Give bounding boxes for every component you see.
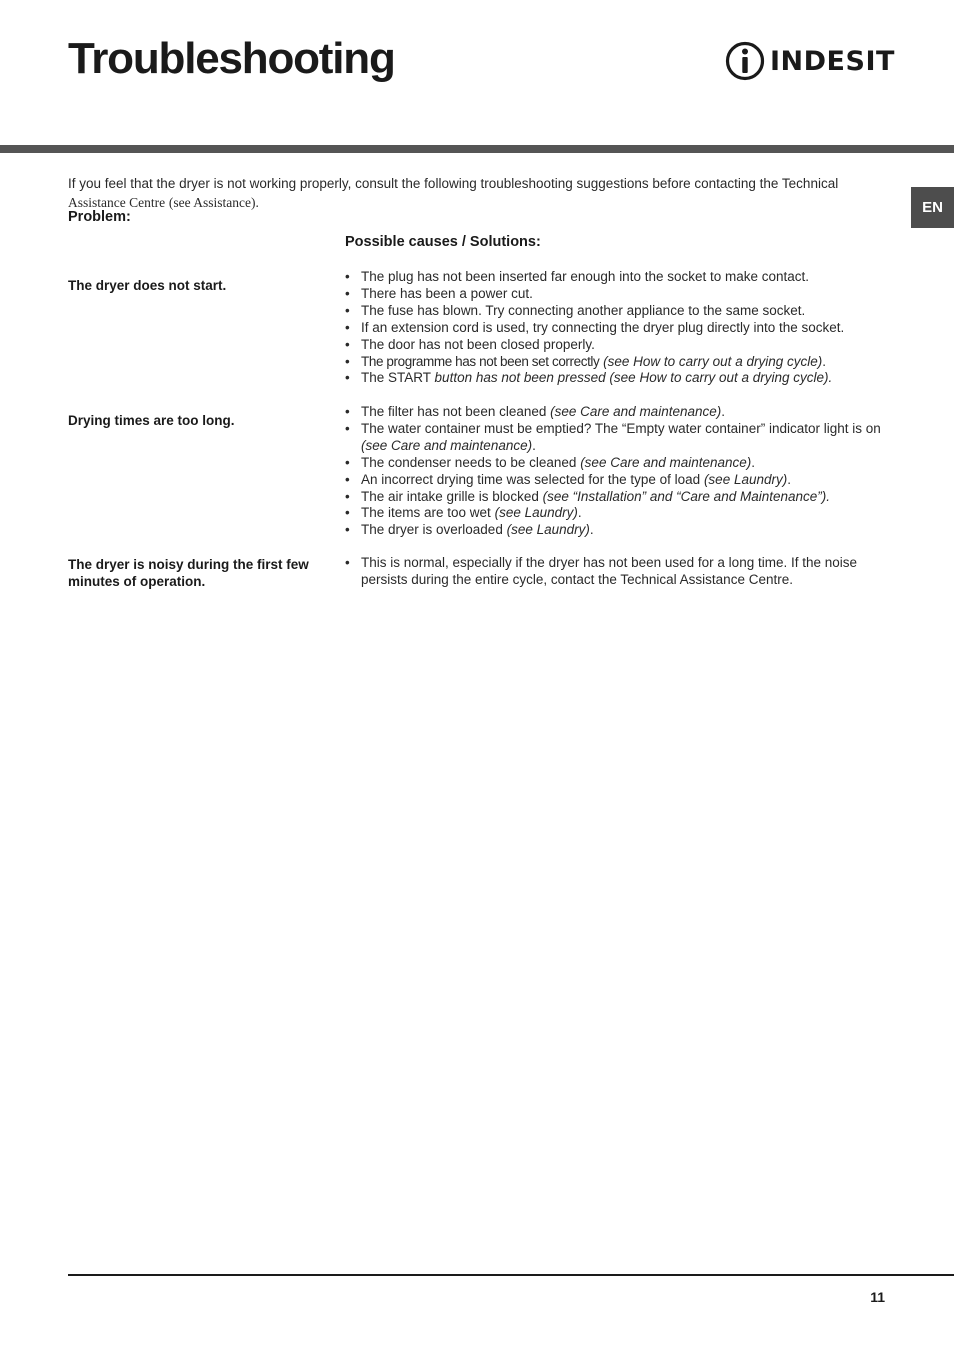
solution-list	[345, 269, 890, 387]
solution-text: An incorrect drying time was selected for the type of load	[361, 471, 701, 487]
problem-label: The dryer does not start.	[68, 278, 227, 293]
bullet: •	[345, 370, 350, 386]
list-item	[345, 370, 890, 387]
bullet: •	[345, 555, 350, 570]
page-number: 11	[870, 1289, 885, 1305]
brand-name: INDESIT	[770, 45, 895, 77]
bullet: •	[345, 404, 350, 419]
list-item	[345, 269, 890, 286]
solution-reference: (see Laundry)	[703, 471, 788, 487]
solution-text: The fuse has blown. Try connecting another appliance to the same socket.	[361, 302, 806, 318]
list-item	[345, 320, 890, 337]
solution-text: The door has not been closed properly.	[361, 336, 595, 352]
indesit-logo	[725, 40, 895, 82]
problem-column-heading: Problem:	[68, 209, 131, 225]
solution-text: The plug has not been inserted far enough into the socket to make contact.	[361, 269, 810, 284]
bullet: •	[345, 285, 350, 301]
list-item	[345, 522, 890, 539]
solution-text: The dryer is overloaded	[361, 522, 503, 538]
intro-text: If you feel that the dryer is not working properly, consult the following troubleshooting suggestions before contacting the Technical	[68, 176, 839, 191]
bullet: •	[345, 319, 350, 335]
list-item	[345, 455, 890, 472]
solution-tail: .	[589, 522, 594, 538]
list-item	[345, 303, 890, 320]
problem-label: The dryer is noisy during the first few minutes of operation.	[68, 557, 309, 589]
list-item	[345, 505, 890, 522]
solution-text: The air intake grille is blocked	[361, 488, 539, 504]
solution-text: The items are too wet	[361, 505, 491, 521]
solution-text: The START	[361, 370, 431, 386]
solution-text: The water container must be emptied? The “Empty water container” indicator light is on	[361, 420, 881, 436]
solution-tail: .	[577, 505, 582, 521]
indesit-logo-icon	[725, 40, 765, 82]
solution-list	[345, 555, 890, 589]
bullet: •	[345, 505, 350, 521]
list-item	[345, 421, 890, 455]
bullet: •	[345, 454, 350, 470]
solution-reference: (see Care and maintenance)	[361, 437, 533, 453]
header-divider	[0, 145, 954, 153]
list-item	[345, 337, 890, 354]
solution-text: The condenser needs to be cleaned	[361, 454, 577, 470]
problem-label: Drying times are too long.	[68, 413, 235, 428]
language-tab: EN	[911, 187, 954, 228]
solution-tail: .	[721, 404, 726, 419]
solution-tail: .	[751, 454, 756, 470]
solution-reference: (see Care and maintenance)	[580, 454, 752, 470]
list-item	[345, 555, 890, 589]
bullet: •	[345, 336, 350, 352]
list-item	[345, 404, 890, 421]
list-item	[345, 286, 890, 303]
list-item	[345, 354, 890, 371]
solutions-column-heading: Possible causes / Solutions:	[345, 234, 541, 250]
bullet: •	[345, 302, 350, 318]
solution-text: This is normal, especially if the dryer has not been used for a long time. If the noise persists during the entire cycle, contact the Technical Assistance Centre.	[361, 555, 858, 587]
footer-divider	[68, 1274, 954, 1276]
page-title: Troubleshooting	[68, 34, 395, 83]
bullet: •	[345, 420, 350, 436]
intro-reference: (see Assistance).	[168, 195, 259, 210]
solution-text: If an extension cord is used, try connecting the dryer plug directly into the socket.	[361, 319, 845, 335]
solution-text: There has been a power cut.	[361, 285, 533, 301]
intro-paragraph	[68, 174, 898, 212]
solution-reference: (see How to carry out a drying cycle)	[603, 353, 823, 369]
solution-reference: (see Laundry)	[494, 505, 578, 521]
list-item	[345, 489, 890, 506]
bullet: •	[345, 353, 350, 369]
bullet: •	[345, 269, 350, 284]
solution-list	[345, 404, 890, 539]
solution-tail: .	[787, 471, 791, 487]
bullet: •	[345, 522, 350, 538]
solution-tail: .	[822, 353, 826, 369]
list-item	[345, 472, 890, 489]
solution-text: The programme has not been set correctly	[361, 353, 600, 369]
solution-reference: (see “Installation” and “Care and Maintenance”).	[542, 488, 831, 504]
solution-reference: (see Care and maintenance)	[550, 404, 722, 419]
solution-reference: button has not been pressed (see How to carry out a drying cycle).	[434, 370, 833, 386]
intro-text-line2: Assistance Centre	[68, 195, 166, 210]
solution-text: The filter has not been cleaned	[361, 404, 547, 419]
solution-reference: (see Laundry)	[506, 522, 590, 538]
bullet: •	[345, 471, 350, 487]
solution-tail: .	[532, 437, 536, 453]
bullet: •	[345, 488, 350, 504]
